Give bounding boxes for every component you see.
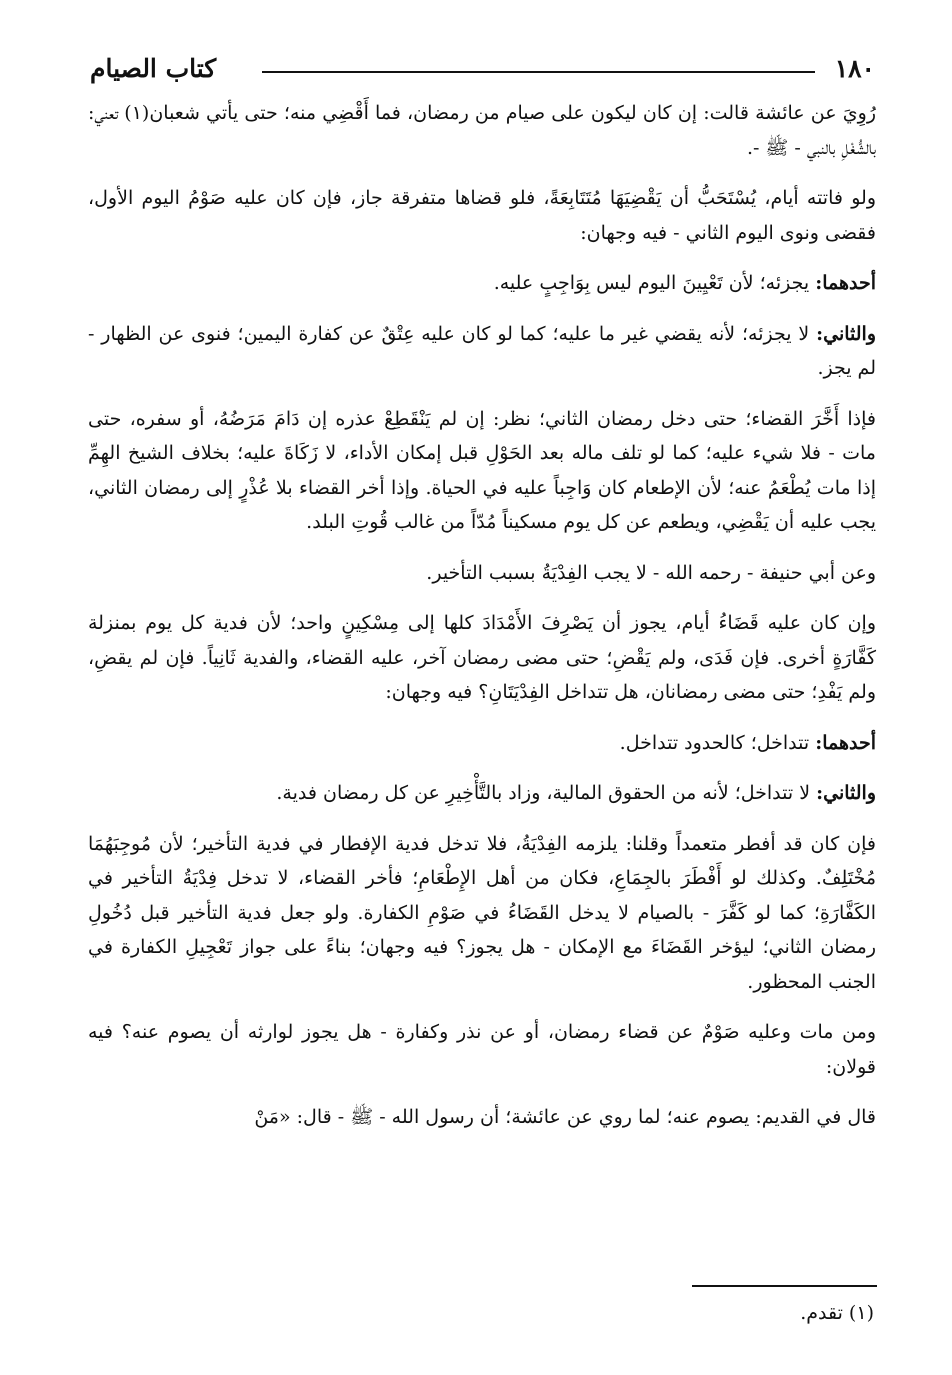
paragraph-text: يجزئه؛ لأن تَعْيِينَ اليوم ليس بِوَاجِبٍ عليه. bbox=[493, 272, 816, 294]
running-title: كتاب الصيام bbox=[90, 54, 217, 83]
paragraph-text: تتداخل؛ كالحدود تتداخل. bbox=[619, 731, 816, 754]
paragraph bbox=[88, 556, 876, 591]
paragraph-text: وإن كان عليه قَضَاءُ أيام، يجوز أن يَصْرِفَ الأَمْدَادَ كلها إلى مِسْكِينٍ واحد؛ لأن فدية كل يوم بمنزلة كَفَّارَةٍ أخرى. فإن فَدَى، ولم يَقْضِ؛ حتى مضى رمضان آخر، عليه القضاء، والفدية ثَانِياً. فإن لم يقضِ، ولم يَفْدِ؛ حتى مضى رمضانان، هل تتداخل الفِدْيَتَانِ؟ فيه وجهان: bbox=[88, 612, 876, 703]
paragraph-text: لا تتداخل؛ لأنه من الحقوق المالية، وزاد بالتَّأْخِيرِ عن كل رمضان فدية. bbox=[276, 782, 817, 804]
paragraph bbox=[88, 266, 876, 301]
header-rule bbox=[262, 71, 815, 73]
paragraph-lead: والثاني: bbox=[816, 782, 876, 804]
page-body bbox=[88, 96, 876, 1151]
paragraph-text: قال في القديم: يصوم عنه؛ لما روي عن عائشة؛ أن رسول الله - ﷺ - قال: «مَنْ bbox=[254, 1106, 876, 1128]
paragraph-lead: والثاني: bbox=[816, 322, 876, 345]
paragraph bbox=[88, 1100, 876, 1135]
paragraph-text: رُوِيَ عن عائشة قالت: إن كان ليكون على صيام من رمضان، فما أَقْضِي منه؛ حتى يأتي شعبان(١) تعني: بالشُّغْلِ بالنبي - ﷺ -. bbox=[88, 102, 876, 159]
page-header bbox=[90, 54, 875, 86]
paragraph-text: فإذا أَخَّرَ القضاء؛ حتى دخل رمضان الثاني؛ نظر: إن لم يَنْقَطِعْ عذره إن دَامَ مَرَضُهُ، أو سفره، حتى مات - فلا شيء عليه؛ كما لو تلف ماله بعد الحَوْلِ قبل إمكان الأداء، لا زَكَاةَ عليه؛ بخلاف الشيخ الهِمِّ إذا مات يُطْعَمُ عنه؛ لأن الإطعام كان وَاجِباً عليه في الحياة. وإذا أخر القضاء بلا عُذْرٍ إلى رمضان الثاني، يجب عليه أن يَقْضِي، ويطعم عن كل يوم مسكيناً مُدّاً من غالب قُوتِ البلد. bbox=[88, 407, 876, 533]
paragraph-text: ولو فاتته أيام، يُسْتَحَبُّ أن يَقْضِيَهَا مُتَتَابِعَةً، فلو قضاها متفرقة جاز، فإن كان عليه صَوْمُ اليوم الأول، فقضى ونوى اليوم الثاني - فيه وجهان: bbox=[88, 187, 876, 244]
paragraph-lead: أحدهما: bbox=[815, 731, 876, 754]
paragraph bbox=[88, 606, 876, 710]
paragraph bbox=[88, 1015, 876, 1084]
paragraph-text: لا يجزئه؛ لأنه يقضي غير ما عليه؛ كما لو كان عليه عِتْقٌ عن كفارة اليمين؛ فنوى عن الظهار - لم يجز. bbox=[88, 322, 876, 379]
paragraph bbox=[88, 726, 876, 761]
paragraph-text: ومن مات وعليه صَوْمٌ عن قضاء رمضان، أو عن نذر وكفارة - هل يجوز لوارثه أن يصوم عنه؟ فيه قولان: bbox=[88, 1021, 876, 1078]
paragraph bbox=[88, 402, 876, 540]
paragraph-text: فإن كان قد أفطر متعمداً وقلنا: يلزمه الفِدْيَةُ، فلا تدخل فدية الإفطار في فدية التأخير؛ لأن مُوجِبَهُمَا مُخْتَلِفٌ. وكذلك لو أَفْطَرَ بالجِمَاعِ، فكان من أهل الإِطْعَامِ؛ فأخر القضاء، لا تدخل فِدْيَةُ التأخير في الكَفَّارَةِ؛ كما لو كَفَّرَ - بالصيام لا يدخل القَضَاءُ في صَوْمِ الكفارة. ولو جعل فدية التأخير قبل دُخُولِ رمضان الثاني؛ ليؤخر القَضَاءَ مع الإمكان - هل يجوز؟ فيه وجهان؛ بناءً على جواز تَعْجِيلِ الكفارة في الجنب المحظور. bbox=[88, 832, 876, 993]
footnote: (١) تقدم. bbox=[800, 1302, 874, 1324]
page-number: ١٨٠ bbox=[834, 54, 875, 83]
footnote-rule bbox=[692, 1285, 877, 1287]
paragraph-lead: أحدهما: bbox=[815, 272, 876, 294]
paragraph bbox=[88, 776, 876, 811]
paragraph bbox=[88, 827, 876, 1000]
paragraph bbox=[88, 317, 876, 386]
paragraph bbox=[88, 96, 876, 165]
paragraph-text: وعن أبي حنيفة - رحمه الله - لا يجب الفِدْيَةُ بسبب التأخير. bbox=[426, 561, 876, 584]
paragraph bbox=[88, 181, 876, 250]
